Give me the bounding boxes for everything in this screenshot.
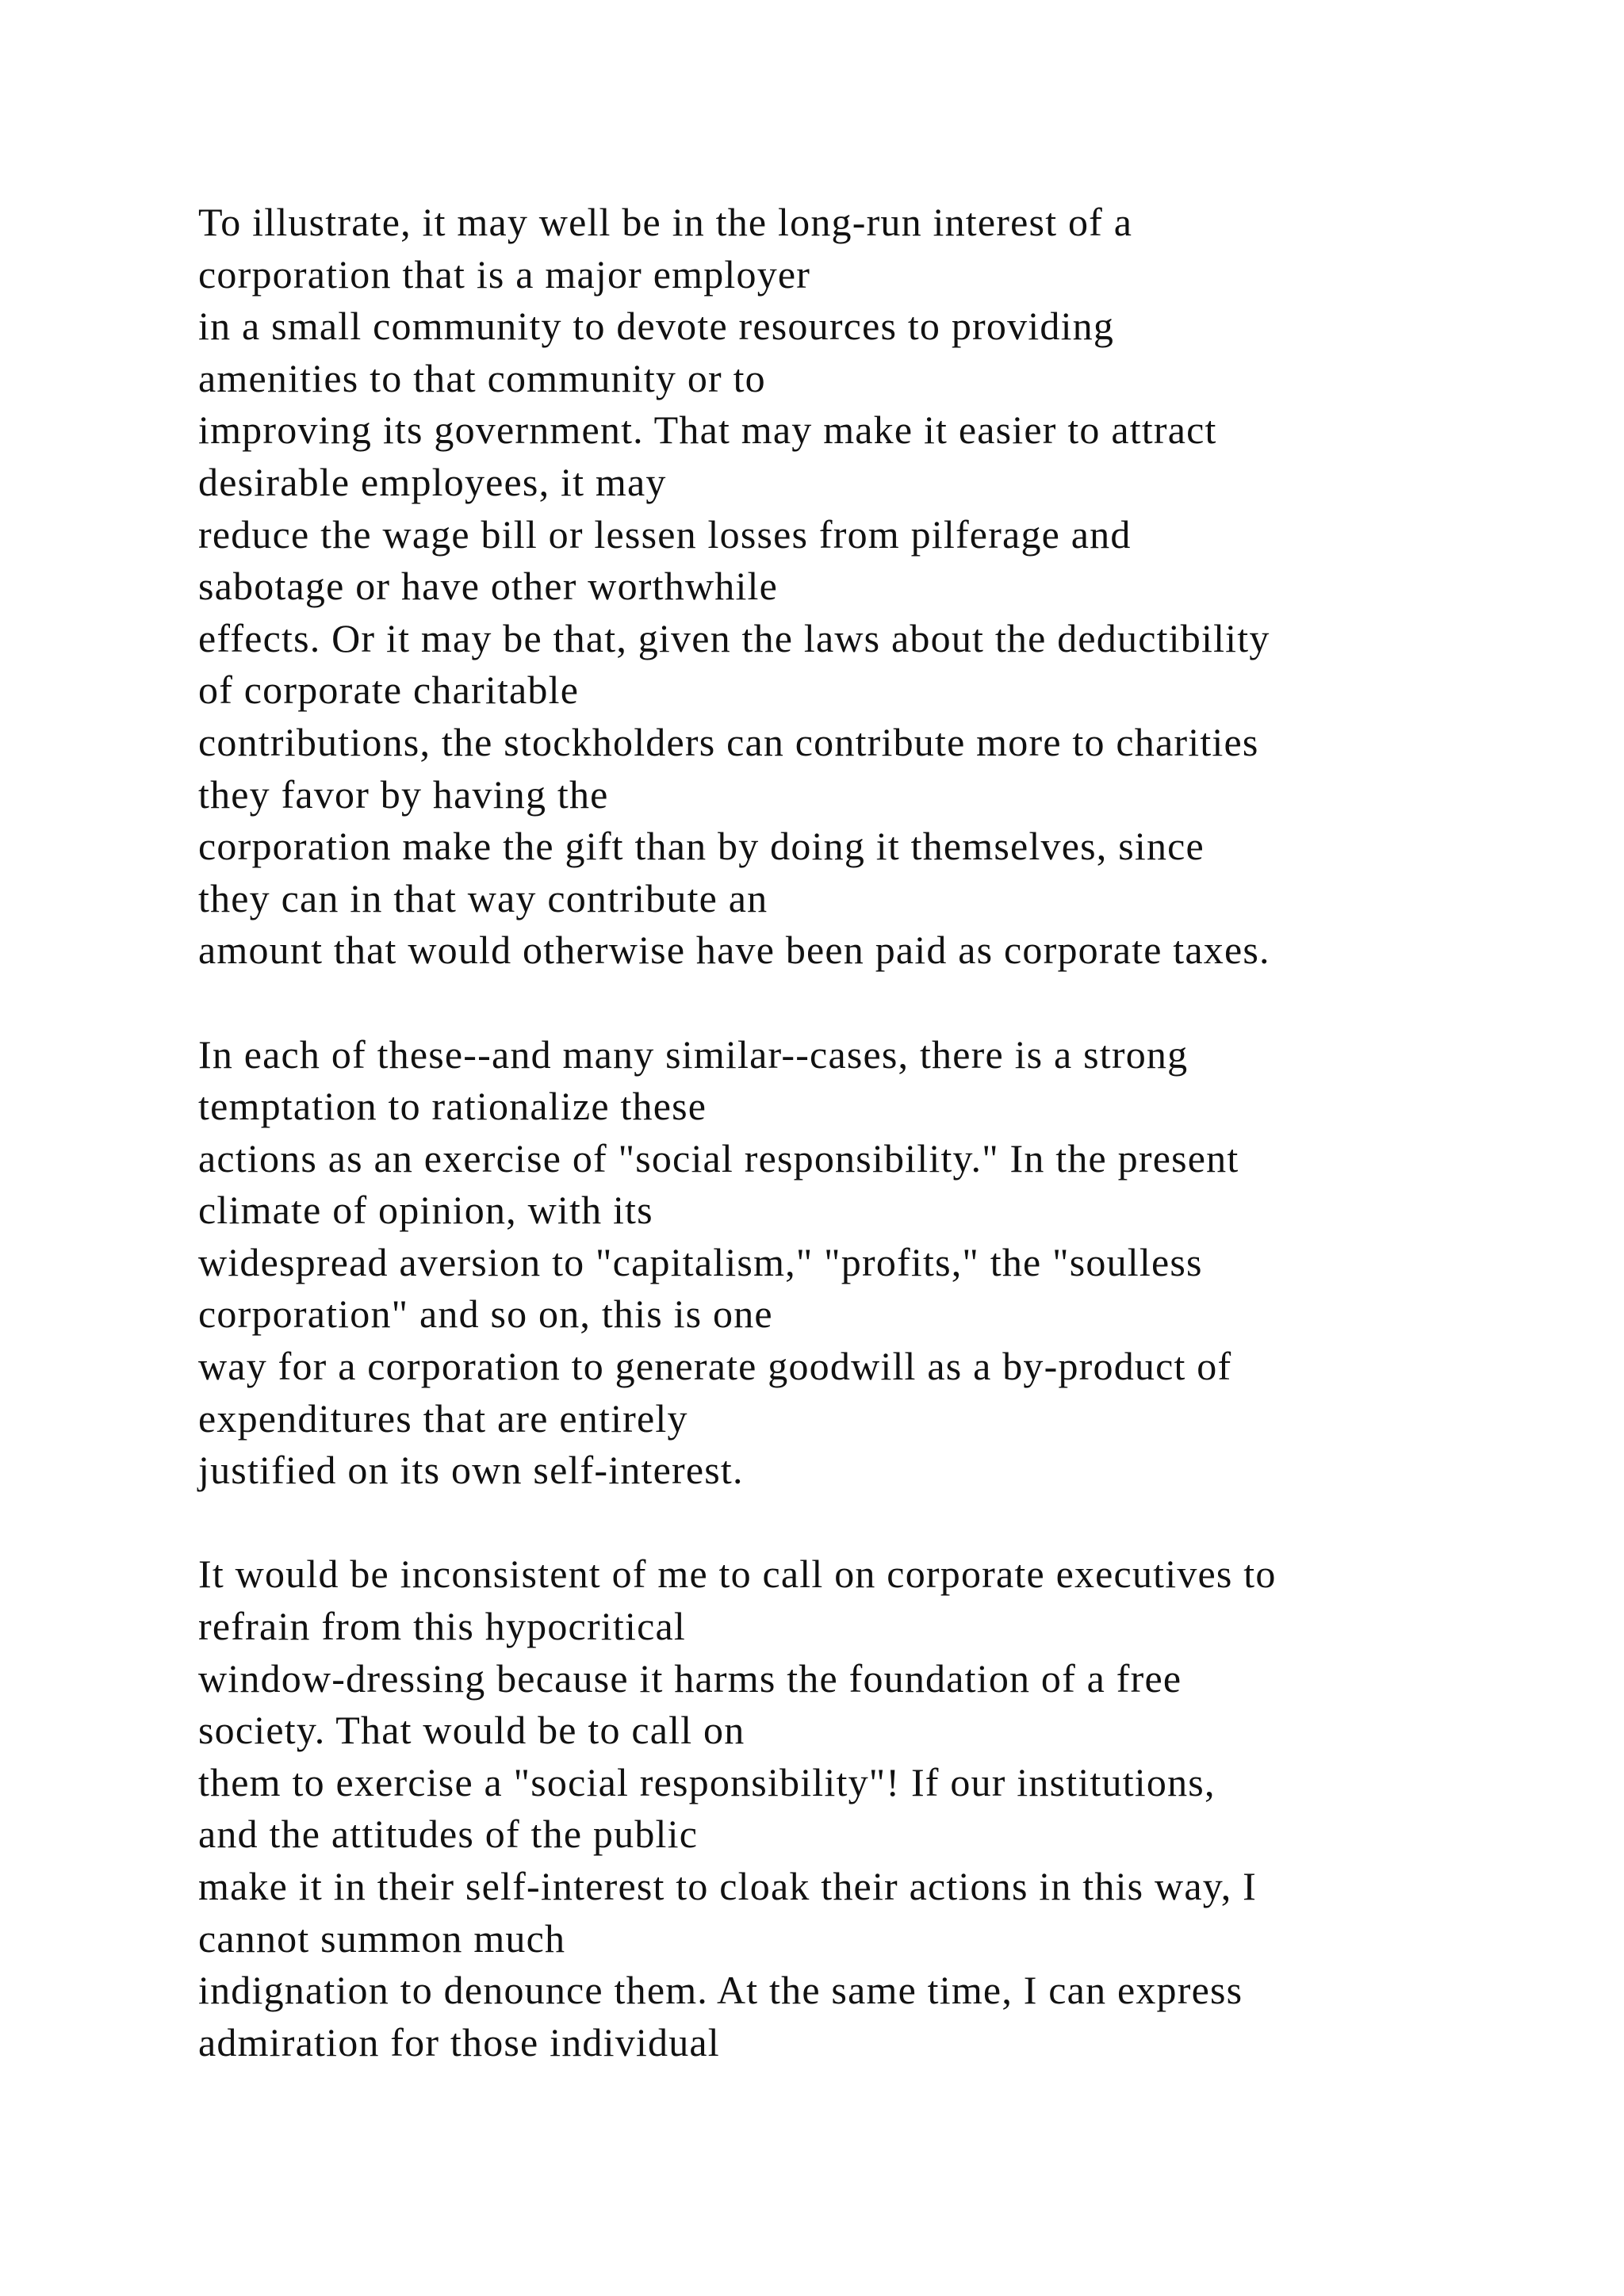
text-line: they can in that way contribute an bbox=[198, 875, 768, 920]
text-line: widespread aversion to "capitalism," "profits," the "soulless bbox=[198, 1239, 1203, 1284]
text-line: It would be inconsistent of me to call on corporate executives to bbox=[198, 1552, 1277, 1597]
text-line: sabotage or have other worthwhile bbox=[198, 564, 779, 609]
paragraph-1 bbox=[198, 197, 1594, 977]
text-line: of corporate charitable bbox=[198, 668, 580, 713]
text-line: society. That would be to call on bbox=[198, 1708, 745, 1753]
text-line: contributions, the stockholders can contribute more to charities bbox=[198, 719, 1259, 764]
text-line: in a small community to devote resources to providing bbox=[198, 304, 1115, 349]
text-line: refrain from this hypocritical bbox=[198, 1604, 686, 1649]
text-line: effects. Or it may be that, given the laws about the deductibility bbox=[198, 615, 1270, 660]
text-line: To illustrate, it may well be in the long-run interest of a bbox=[198, 200, 1133, 244]
paragraph-2 bbox=[198, 1029, 1594, 1497]
text-line: amenities to that community or to bbox=[198, 355, 766, 400]
text-line: corporation" and so on, this is one bbox=[198, 1292, 773, 1337]
paragraph-spacer bbox=[198, 1497, 1594, 1549]
text-line: window-dressing because it harms the foundation of a free bbox=[198, 1655, 1182, 1701]
text-line: improving its government. That may make it easier to attract bbox=[198, 408, 1217, 453]
text-line: way for a corporation to generate goodwill as a by-product of bbox=[198, 1344, 1232, 1389]
text-line: In each of these--and many similar--cases, there is a strong bbox=[198, 1031, 1189, 1077]
text-line: they favor by having the bbox=[198, 771, 609, 817]
paragraph-spacer bbox=[198, 977, 1594, 1029]
text-line: indignation to denounce them. At the same time, I can express bbox=[198, 1968, 1243, 2013]
text-line: expenditures that are entirely bbox=[198, 1395, 688, 1441]
text-line: desirable employees, it may bbox=[198, 459, 667, 504]
text-line: cannot summon much bbox=[198, 1915, 566, 1961]
text-line: actions as an exercise of "social responsibility." In the present bbox=[198, 1135, 1239, 1181]
text-line: corporation make the gift than by doing it themselves, since bbox=[198, 824, 1205, 869]
paragraph-3 bbox=[198, 1548, 1594, 2068]
text-line: admiration for those individual bbox=[198, 2019, 720, 2064]
text-line: corporation that is a major employer bbox=[198, 251, 811, 297]
text-line: them to exercise a "social responsibility"! If our institutions, bbox=[198, 1759, 1216, 1804]
text-line: justified on its own self-interest. bbox=[198, 1448, 744, 1493]
text-line: reduce the wage bill or lessen losses from pilferage and bbox=[198, 511, 1132, 557]
text-line: climate of opinion, with its bbox=[198, 1188, 653, 1233]
text-line: and the attitudes of the public bbox=[198, 1812, 699, 1857]
text-line: make it in their self-interest to cloak their actions in this way, I bbox=[198, 1864, 1257, 1908]
document-text bbox=[198, 197, 1594, 2068]
text-line: temptation to rationalize these bbox=[198, 1084, 707, 1129]
text-line: amount that would otherwise have been paid as corporate taxes. bbox=[198, 928, 1270, 973]
